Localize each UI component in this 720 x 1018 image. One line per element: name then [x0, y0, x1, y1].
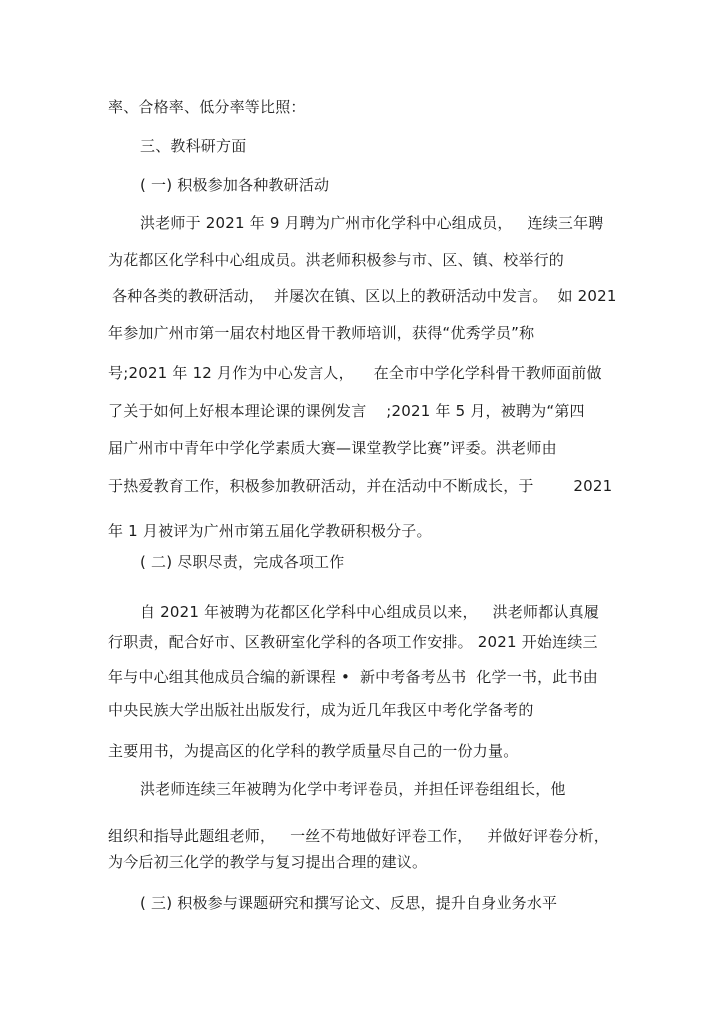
text-line: 中央民族大学出版社出版发行，成为近几年我区中考化学备考的	[108, 701, 534, 719]
text-line: 届广州市中青年中学化学素质大赛—课堂教学比赛”评委。洪老师由	[108, 439, 557, 457]
text-line: 组织和指导此题组老师， 一丝不苟地做好评卷工作， 并做好评卷分析，	[108, 827, 610, 845]
subsection-heading: ( 二) 尽职尽责，完成各项工作	[140, 553, 345, 571]
text-line: 年与中心组其他成员合编的新课程 • 新中考备考丛书 化学一书，此书由	[108, 668, 598, 686]
text-line: 年参加广州市第一届农村地区骨干教师培训，获得“优秀学员”称	[108, 324, 535, 342]
text-line: 年 1 月被评为广州市第五届化学教研积极分子。	[108, 522, 432, 540]
text-line: 为今后初三化学的教学与复习提出合理的建议。	[108, 853, 428, 871]
text-line: 了关于如何上好根本理论课的课例发言 ;2021 年 5 月，被聘为“第四	[108, 402, 585, 420]
text-line: 主要用书，为提高区的化学科的教学质量尽自己的一份力量。	[108, 742, 519, 760]
subsection-heading: ( 一) 积极参加各种教研活动	[140, 176, 330, 194]
text-line: 为花都区化学科中心组成员。洪老师积极参与市、区、镇、校举行的	[108, 251, 565, 269]
text-line: 洪老师连续三年被聘为化学中考评卷员，并担任评卷组组长，他	[140, 780, 566, 798]
text-line: 号;2021 年 12 月作为中心发言人， 在全市中学化学科骨干教师面前做	[108, 364, 602, 382]
text-line: 率、合格率、低分率等比照：	[108, 98, 306, 116]
text-line: 洪老师于 2021 年 9 月聘为广州市化学科中心组成员， 连续三年聘	[140, 214, 604, 232]
subsection-heading: ( 三) 积极参与课题研究和撰写论文、反思，提升自身业务水平	[140, 894, 558, 912]
text-line: 各种各类的教研活动， 并屡次在镇、区以上的教研活动中发言。 如 2021	[112, 287, 617, 305]
text-line: 于热爱教育工作，积极参加教研活动，并在活动中不断成长，于 2021	[108, 477, 613, 495]
text-line: 自 2021 年被聘为花都区化学科中心组成员以来， 洪老师都认真履	[140, 603, 600, 621]
section-heading: 三、教科研方面	[140, 137, 247, 155]
text-line: 行职责，配合好市、区教研室化学科的各项工作安排。 2021 开始连续三	[108, 633, 598, 651]
